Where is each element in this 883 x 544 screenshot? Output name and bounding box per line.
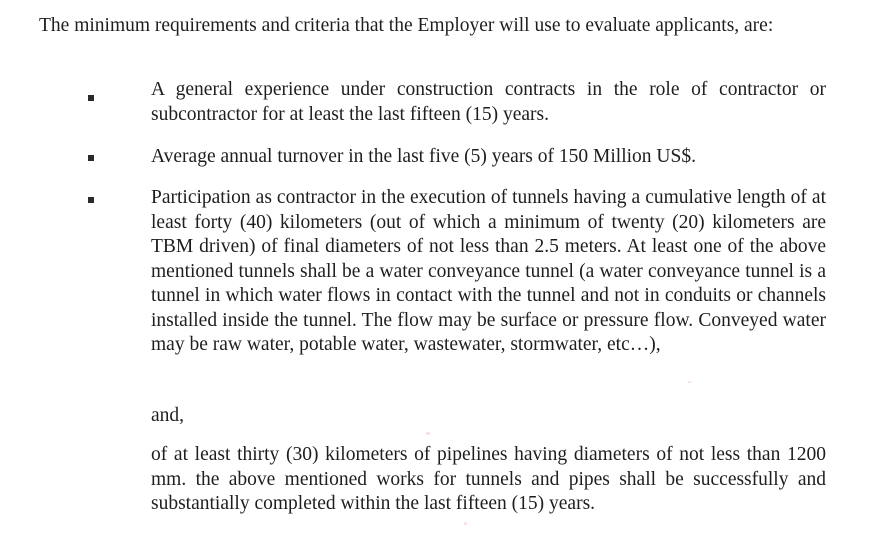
list-item-text: Average annual turnover in the last five (5) years of 150 Million US$.	[151, 146, 696, 167]
scan-speck	[688, 381, 691, 383]
square-bullet-icon	[88, 95, 94, 101]
intro-paragraph: The minimum requirements and criteria that the Employer will use to evaluate applicants, are:	[39, 15, 774, 36]
square-bullet-icon	[88, 197, 94, 203]
square-bullet-icon	[88, 155, 94, 161]
connector-text: and,	[151, 405, 185, 426]
scan-speck	[464, 522, 467, 525]
list-item-text: Participation as contractor in the execution of tunnels having a cumulative length of at least forty (40) kilometers (out of which a minimum of twenty (20) kilometers are TBM driven) of final diameters of not less than 2.5 meters. At least one of the above mentioned tunnels shall be a water conveyance tunnel (a water conveyance tunnel is a tunnel in which water flows in contact with the tunnel and not in conduits or channels installed inside the tunnel. The flow may be surface or pressure flow. Conveyed water may be raw water, potable water, wastewater, stormwater, etc…),	[151, 187, 826, 355]
continuation-paragraph: of at least thirty (30) kilometers of pipelines having diameters of not less than 1200 mm. the above mentioned works for tunnels and pipes shall be successfully and substantially completed within the last fifteen (15) years.	[151, 444, 826, 514]
scan-speck	[426, 432, 430, 435]
list-item-text: A general experience under construction contracts in the role of contractor or subcontractor for at least the last fifteen (15) years.	[151, 79, 826, 125]
